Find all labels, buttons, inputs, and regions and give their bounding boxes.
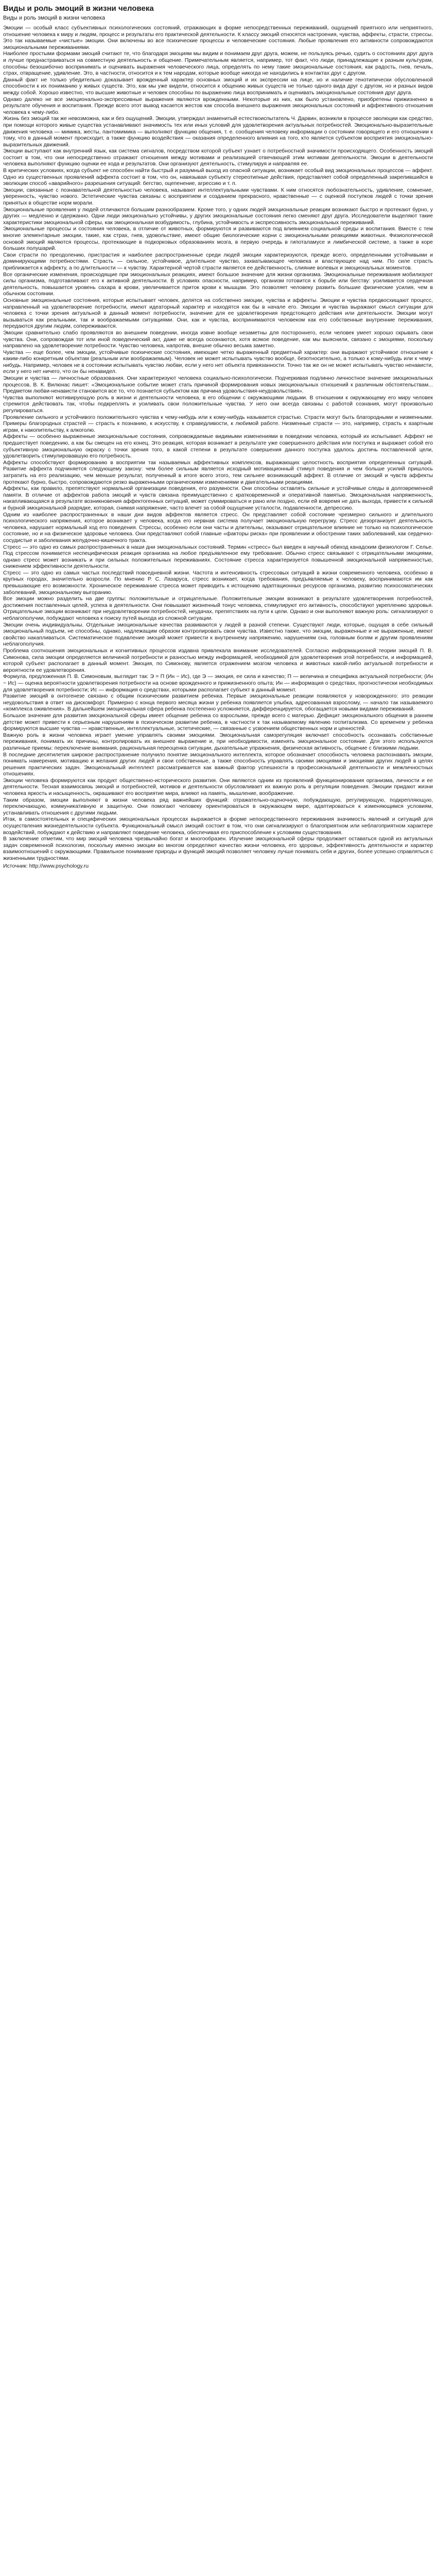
paragraph: Эмоции сравнительно слабо проявляются во внешнем поведении, иногда извне вообще незаметны для постороннего, если человек умеет хорошо скрывать свои чувства. Они, сопровождая тот или иной поведенческий акт, даже не всегда осознаются, хотя всякое поведение, как мы выяснили, связано с эмоциями, поскольку направлено на удовлетворение потребности. Чувство человека, напротив, внешне обычно весьма заметно. <box>3 329 433 349</box>
paragraph: Важную роль в жизни человека играет умение управлять своими эмоциями. Эмоциональная саморегуляция включает способность осознавать собственные переживания, понимать их причины, контролировать их внешнее выражение и, при необходимости, изменять эмоциональное состояние. Для этого используются различные приемы: переключение внимания, рациональная переоценка ситуации, дыхательные упражнения, физическая активность, общение с близкими людьми. <box>3 732 433 751</box>
paragraph: Жизнь без эмоций так же невозможна, как и без ощущений. Эмоции, утверждал знаменитый естествоиспытатель Ч. Дарвин, возникли в процессе эволюции как средство, при помощи которого живые существа устанавливают значимость тех или иных условий для удовлетворения актуальных потребностей. Эмоционально-выразительные движения человека — мимика, жесты, пантомимика — выполняют функцию общения, т. е. сообщения человеку информации о состоянии говорящего и его отношении к тому, что в данный момент происходит, а также функцию воздействия — оказания определенного влияния на того, кто является субъектом восприятия эмоционально-выразительных движений. <box>3 115 433 148</box>
paragraph: Эмоции выступают как внутренний язык, как система сигналов, посредством которой субъект узнает о потребностной значимости происходящего. Особенность эмоций состоит в том, что они непосредственно отражают отношения между мотивами и реализацией отвечающей этим мотивам деятельности. Эмоции в деятельности человека выполняют функцию оценки ее хода и результатов. Они организуют деятельность, стимулируя и направляя ее. <box>3 148 433 167</box>
paragraph: Данный факт не только убедительно доказывает врожденный характер основных эмоций и их экспрессии на лице, но и наличие генотипически обусловленной способности к их пониманию у живых существ. Это, как мы уже видели, относится к общению живых существ не только одного вида друг с другом, но и разных видов между собой. Хорошо известно, что высшие животные и человек способны по выражению лица воспринимать и оценивать эмоциональные состояния друг друга. <box>3 76 433 96</box>
paragraph: Развитие эмоций в онтогенезе связано с общим психическим развитием ребенка. Первые эмоциональные реакции появляются у новорожденного: это реакции неудовольствия в ответ на дискомфорт. Примерно с конца первого месяца жизни у ребенка появляется улыбка, адресованная взрослому, — начало так называемого «комплекса оживления». В дальнейшем эмоциональная сфера ребенка постепенно усложняется, дифференцируется, обогащается новыми видами переживаний. <box>3 693 433 713</box>
paragraph: Аффекты, как правило, препятствуют нормальной организации поведения, его разумности. Они способны оставлять сильные и устойчивые следы в долговременной памяти. В отличие от аффектов работа эмоций и чувств связана преимущественно с кратковременной и оперативной памятью. Эмоциональная напряженность, накапливающаяся в результате возникновения аффектогенных ситуаций, может суммироваться и рано или поздно, если ей вовремя не дать выхода, привести к сильной и бурной эмоциональной разрядке, которая, снимая напряжение, часто влечет за собой ощущение усталости, подавленности, депрессию. <box>3 485 433 511</box>
paragraph: В критических условиях, когда субъект не способен найти быстрый и разумный выход из опасной ситуации, возникает особый вид эмоциональных процессов — аффект. Одно из существенных проявлений аффекта состоит в том, что он, навязывая субъекту стереотипные действия, представляет собой определенный закрепившийся в эволюции способ «аварийного» разрешения ситуаций: бегство, оцепенение, агрессию и т. п. <box>3 167 433 187</box>
paragraph: Аффекты способствуют формированию в восприятии так называемых аффективных комплексов, выражающих целостность восприятия определенных ситуаций. Развитие аффекта подчиняется следующему закону: чем более сильным является исходный мотивационный стимул поведения и чем больше усилий пришлось затратить на его реализацию, чем меньше результат, полученный в итоге всего этого, тем сильнее возникающий аффект. В отличие от эмоций и чувств аффекты протекают бурно, быстро, сопровождаются резко выраженными органическими изменениями и двигательными реакциями. <box>3 459 433 485</box>
paragraph: Чувства выполняют мотивирующую роль в жизни и деятельности человека, в его общении с окружающими людьми. В отношении к окружающему его миру человек стремится действовать так, чтобы подкреплять и усиливать свои положительные чувства. У него они всегда связаны с работой сознания, могут произвольно регулироваться. <box>3 394 433 414</box>
page-subtitle: Виды и роль эмоций в жизни человека <box>3 15 106 21</box>
paragraph: Проблема соотношения эмоциональных и когнитивных процессов издавна привлекала внимание исследователей. Согласно информационной теории эмоций П. В. Симонова, сила эмоции определяется величиной потребности и разностью между информацией, необходимой для удовлетворения этой потребности, и информацией, которой субъект располагает в данный момент. Эмоция, по Симонову, является отражением мозгом человека и животных какой-либо актуальной потребности и вероятности ее удовлетворения. <box>3 648 433 673</box>
page-title: Виды и роль эмоций в жизни человека <box>3 4 154 13</box>
paragraph: Эмоции, связанные с познавательной деятельностью человека, называют интеллектуальными чувствами. К ним относятся любознательность, удивление, сомнение, уверенность, чувство нового. Эстетические чувства связаны с восприятием и созданием прекрасного, нравственные — с оценкой поступков людей с точки зрения принятых в обществе норм морали. <box>3 187 433 207</box>
article-body <box>3 25 433 862</box>
paragraph: Эмоции — особый класс субъективных психологических состояний, отражающих в форме непосредственных переживаний, ощущений приятного или неприятного, отношение человека к миру и людям, процесс и результаты его практической деятельности. К классу эмоций относятся настроения, чувства, аффекты, страсти, стрессы. Это так называемые «чистые» эмоции. Они включены во все психические процессы и человеческие состояния. Любые проявления его активности сопровождаются эмоциональными переживаниями. <box>3 25 433 50</box>
paragraph: Эмоциональные процессы и состояния человека, в отличие от животных, формируются и развиваются под влиянием социальной среды и воспитания. Вместе с тем многие элементарные эмоции, такие, как страх, гнев, удовольствие, имеют общие биологические корни с эмоциональными реакциями животных. Физиологической основой эмоций являются процессы, протекающие в подкорковых образованиях мозга, в первую очередь в гипоталамусе и лимбической системе, а также в коре больших полушарий. <box>3 226 433 252</box>
paragraph: Большое значение для развития эмоциональной сферы имеет общение ребенка со взрослыми, прежде всего с матерью. Дефицит эмоционального общения в раннем детстве может привести к серьезным нарушениям в психическом развитии ребенка, в частности к так называемому явлению госпитализма. Со временем у ребенка формируются высшие чувства — нравственные, интеллектуальные, эстетические, — связанные с усвоением общественных норм и ценностей. <box>3 712 433 732</box>
paragraph: Стресс — это одно из самых частых последствий повседневной жизни. Частота и интенсивность стрессовых ситуаций в жизни современного человека, особенно в крупных городах, значительно возросли. По мнению Р. С. Лазаруса, стресс возникает, когда требования, предъявляемые к человеку, воспринимаются им как превышающие его возможности. Хроническое переживание стресса может приводить к истощению адаптационных ресурсов организма, развитию психосоматических заболеваний, эмоциональному выгоранию. <box>3 569 433 596</box>
source-line <box>3 863 433 870</box>
paragraph: Формула, предложенная П. В. Симоновым, выглядит так: Э = П (Ин − Ис), где Э — эмоция, ее сила и качество; П — величина и специфика актуальной потребности; (Ин − Ис) — оценка вероятности удовлетворения потребности на основе врожденного и прижизненного опыта; Ин — информация о средствах, прогностически необходимых для удовлетворения потребности; Ис — информация о средствах, которыми располагает субъект в данный момент. <box>3 673 433 693</box>
paragraph: Наиболее простыми формами эмоций считают те, что благодаря эмоциям мы видим и понимаем друг друга, можем, не пользуясь речью, судить о состояниях друг друга и лучше преднастраиваться на совместную деятельность и общение. Примечательным является, например, тот факт, что люди, принадлежащие к разным культурам, способны безошибочно воспринимать и оценивать выражения человеческого лица, определять по нему такие эмоциональные состояния, как радость, гнев, печаль, страх, отвращение, удивление. Это, в частности, относится и к тем народам, которые вообще никогда не находились в контактах друг с другом. <box>3 50 433 77</box>
paragraph: В последние десятилетия широкое распространение получило понятие эмоционального интеллекта, которое обозначает способность человека распознавать эмоции, понимать намерения, мотивацию и желания других людей и свои собственные, а также способность управлять своими эмоциями и эмоциями других людей в целях решения практических задач. Эмоциональный интеллект рассматривается как важный фактор успешности в профессиональной деятельности и межличностных отношениях. <box>3 751 433 777</box>
paragraph: Аффекты — особенно выраженные эмоциональные состояния, сопровождаемые видимыми изменениями в поведении человека, который их испытывает. Аффект не предшествует поведению, а как бы смещен на его конец. Это реакция, которая возникает в результате уже совершенного действия или поступка и выражает собой его субъективную эмоциональную окраску с точки зрения того, в какой степени в результате совершения данного поступка удалось достичь поставленной цели, удовлетворить стимулировавшую его потребность. <box>3 433 433 460</box>
paragraph: Проявление сильного и устойчивого положительного чувства к чему-нибудь или к кому-нибудь называется страстью. Страсти могут быть благородными и низменными. Примеры благородных страстей — страсть к познанию, к искусству, к справедливости, к любимой работе. Низменные страсти — это, например, страсть к азартным играм, к накопительству, к алкоголю. <box>3 414 433 433</box>
paragraph: Все органические изменения, происходящие при эмоциональных реакциях, имеют большое значение для жизни организма. Эмоциональные переживания мобилизуют силы организма, подготавливают его к активной деятельности. В условиях опасности, например, организм готовится к борьбе или бегству: усиливается сердечная деятельность, повышается уровень сахара в крови, увеличивается приток крови к мышцам. Это позволяет человеку развить большие физические усилия, чем в обычном состоянии. <box>3 271 433 297</box>
paragraph: Таким образом, эмоции выполняют в жизни человека ряд важнейших функций: отражательно-оценочную, побуждающую, регулирующую, подкрепляющую, переключающую, коммуникативную и защитную. Они помогают человеку ориентироваться в окружающем мире, адаптироваться к изменяющимся условиям, устанавливать отношения с другими людьми. <box>3 796 433 816</box>
paragraph: Основные эмоциональные состояния, которые испытывает человек, делятся на собственно эмоции, чувства и аффекты. Эмоции и чувства предвосхищают процесс, направленный на удовлетворение потребности, имеют идеаторный характер и находятся как бы в начале его. Эмоции и чувства выражают смысл ситуации для человека с точки зрения актуальной в данный момент потребности, значение для ее удовлетворения предстоящего действия или деятельности. Эмоции могут вызываться как реальными, так и воображаемыми ситуациями. Они, как и чувства, воспринимаются человеком как его собственные внутренние переживания, передаются другим людям, сопереживаются. <box>3 297 433 330</box>
article <box>0 0 436 874</box>
paragraph: Все эмоции можно разделить на две группы: положительные и отрицательные. Положительные эмоции возникают в результате удовлетворения потребностей, достижения поставленных целей, успеха в деятельности. Они повышают жизненный тонус человека, стимулируют его активность, способствуют укреплению здоровья. Отрицательные эмоции возникают при неудовлетворении потребностей, неудачах, препятствиях на пути к цели. Однако и они выполняют важную роль: сигнализируют о неблагополучии, побуждают человека к поиску путей выхода из сложной ситуации. <box>3 596 433 622</box>
paragraph: Эмоциональные проявления у людей отличаются большим разнообразием. Кроме того, у одних людей эмоциональные реакции возникают быстро и протекают бурно, у других — медленно и сдержанно. Одни люди эмоционально устойчивы, у других эмоциональные состояния легко сменяют друг друга. Исследователи выделяют такие характеристики эмоциональной сферы, как эмоциональная возбудимость, глубина, устойчивость и экспрессивность эмоциональных переживаний. <box>3 206 433 226</box>
source-link[interactable]: http://www.psychology.ru <box>29 862 89 869</box>
paragraph: Свои страсти по преодолению, пристрастия и наиболее распространенные среди людей эмоции характеризуются, прежде всего, определенными устойчивыми и доминирующими потребностями. Страсть — сильное, устойчивое, длительное чувство, захватывающее человека и властвующее над ним. По силе страсть приближается к аффекту, а по длительности — к чувству. Характерной чертой страсти является ее действенность, слияние волевых и эмоциональных моментов. <box>3 251 433 271</box>
paragraph: В заключение отметим, что мир эмоций человека чрезвычайно богат и многообразен. Изучение эмоциональной сферы продолжает оставаться одной из актуальных задач современной психологии, поскольку именно эмоции во многом определяют качество жизни человека, его здоровье, эффективность деятельности и характер взаимоотношений с окружающими. Правильное понимание природы и функций эмоций позволяет человеку лучше понимать себя и других, более успешно справляться с жизненными трудностями. <box>3 836 433 861</box>
paragraph: Эмоции человека формируются как продукт общественно-исторического развития. Они являются одним из проявлений функционирования организма, личности и ее деятельности. Тесная взаимосвязь эмоций и потребностей, мотивов и деятельности обусловливает их важную роль в регуляции поведения. Эмоции придают жизни человека яркость и насыщенность, окрашивают его восприятие мира, влияют на память, мышление, воображение. <box>3 777 433 797</box>
paragraph: Эмоции и чувства — личностные образования. Они характеризуют человека социально-психологически. Подчеркивая подлинно личностное значение эмоциональных процессов, В. К. Вилюнас пишет: «Эмоциональное событие может стать причиной формирования новых эмоциональных отношений к различным обстоятельствам... Предметом любви-ненависти становится все то, что познается субъектом как причина удовольствия-неудовольствия». <box>3 375 433 395</box>
paragraph: Эмоции очень индивидуальны. Отдельные эмоциональные качества развиваются у людей в разной степени. Существуют люди, которые, ощущая в себе сильный эмоциональный подъем, не способны, однако, надлежащим образом контролировать свои чувства. Известно также, что эмоции, выраженные и не выраженные, имеют свойство накапливаться. Систематическое подавление эмоций может привести к внутреннему напряжению, нарушениям сна, головным болям и другим проявлениям неблагополучия. <box>3 621 433 648</box>
paragraph: Итак, в самостоятельных и специфических эмоциональных процессах выражается в форме непосредственного переживания значимость явлений и ситуаций для осуществления жизнедеятельности субъекта. Функциональный смысл эмоций состоит в том, что они сигнализируют о благоприятном или неблагоприятном характере воздействий, побуждают к действию и направляют поведение человека, обеспечивая его приспособление к условиям существования. <box>3 816 433 836</box>
paragraph: Чувства — еще более, чем эмоции, устойчивые психические состояния, имеющие четко выраженный предметный характер: они выражают устойчивое отношение к каким-либо конкретным объектам (реальным или воображаемым). Человек не может испытывать чувство вообще, безотносительно, а только к кому-нибудь или к чему-нибудь. Например, человек не в состоянии испытывать чувство любви, если у него нет объекта привязанности. Точно так же он не может испытывать чувство ненависти, если у него нет ничего, что он бы ненавидел. <box>3 349 433 375</box>
paragraph: Однако далеко не все эмоционально-экспрессивные выражения являются врожденными. Некоторые из них, как было установлено, приобретены прижизненно в результате обучения и воспитания. Прежде всего этот вывод касается жестов как способа внешнего выражения эмоциональных состояний и аффективного отношения человека к чему-либо. <box>3 96 433 115</box>
source-label: Источник: <box>3 862 28 869</box>
paragraph: Стресс — это одно из самых распространенных в наши дни эмоциональных состояний. Термин «стресс» был введен в научный обиход канадским физиологом Г. Селье. Под стрессом понимается неспецифическая реакция организма на любое предъявленное ему требование. Обычно стресс связывают с отрицательными эмоциями, однако стресс может возникать и при сильных положительных переживаниях. Состояние стресса характеризуется повышенной эмоциональной напряженностью, снижением эффективности деятельности. <box>3 544 433 570</box>
paragraph: Одним из наиболее распространенных в наши дни видов аффектов является стресс. Он представляет собой состояние чрезмерно сильного и длительного психологического напряжения, которое возникает у человека, когда его нервная система получает эмоциональную перегрузку. Стресс дезорганизует деятельность человека, нарушает нормальный ход его поведения. Стрессы, особенно если они часты и длительны, оказывают отрицательное влияние не только на психологическое состояние, но и на физическое здоровье человека. Они представляют собой главные «факторы риска» при проявлении и обострении таких заболеваний, как сердечно-сосудистые и заболевания желудочно-кишечного тракта. <box>3 511 433 544</box>
